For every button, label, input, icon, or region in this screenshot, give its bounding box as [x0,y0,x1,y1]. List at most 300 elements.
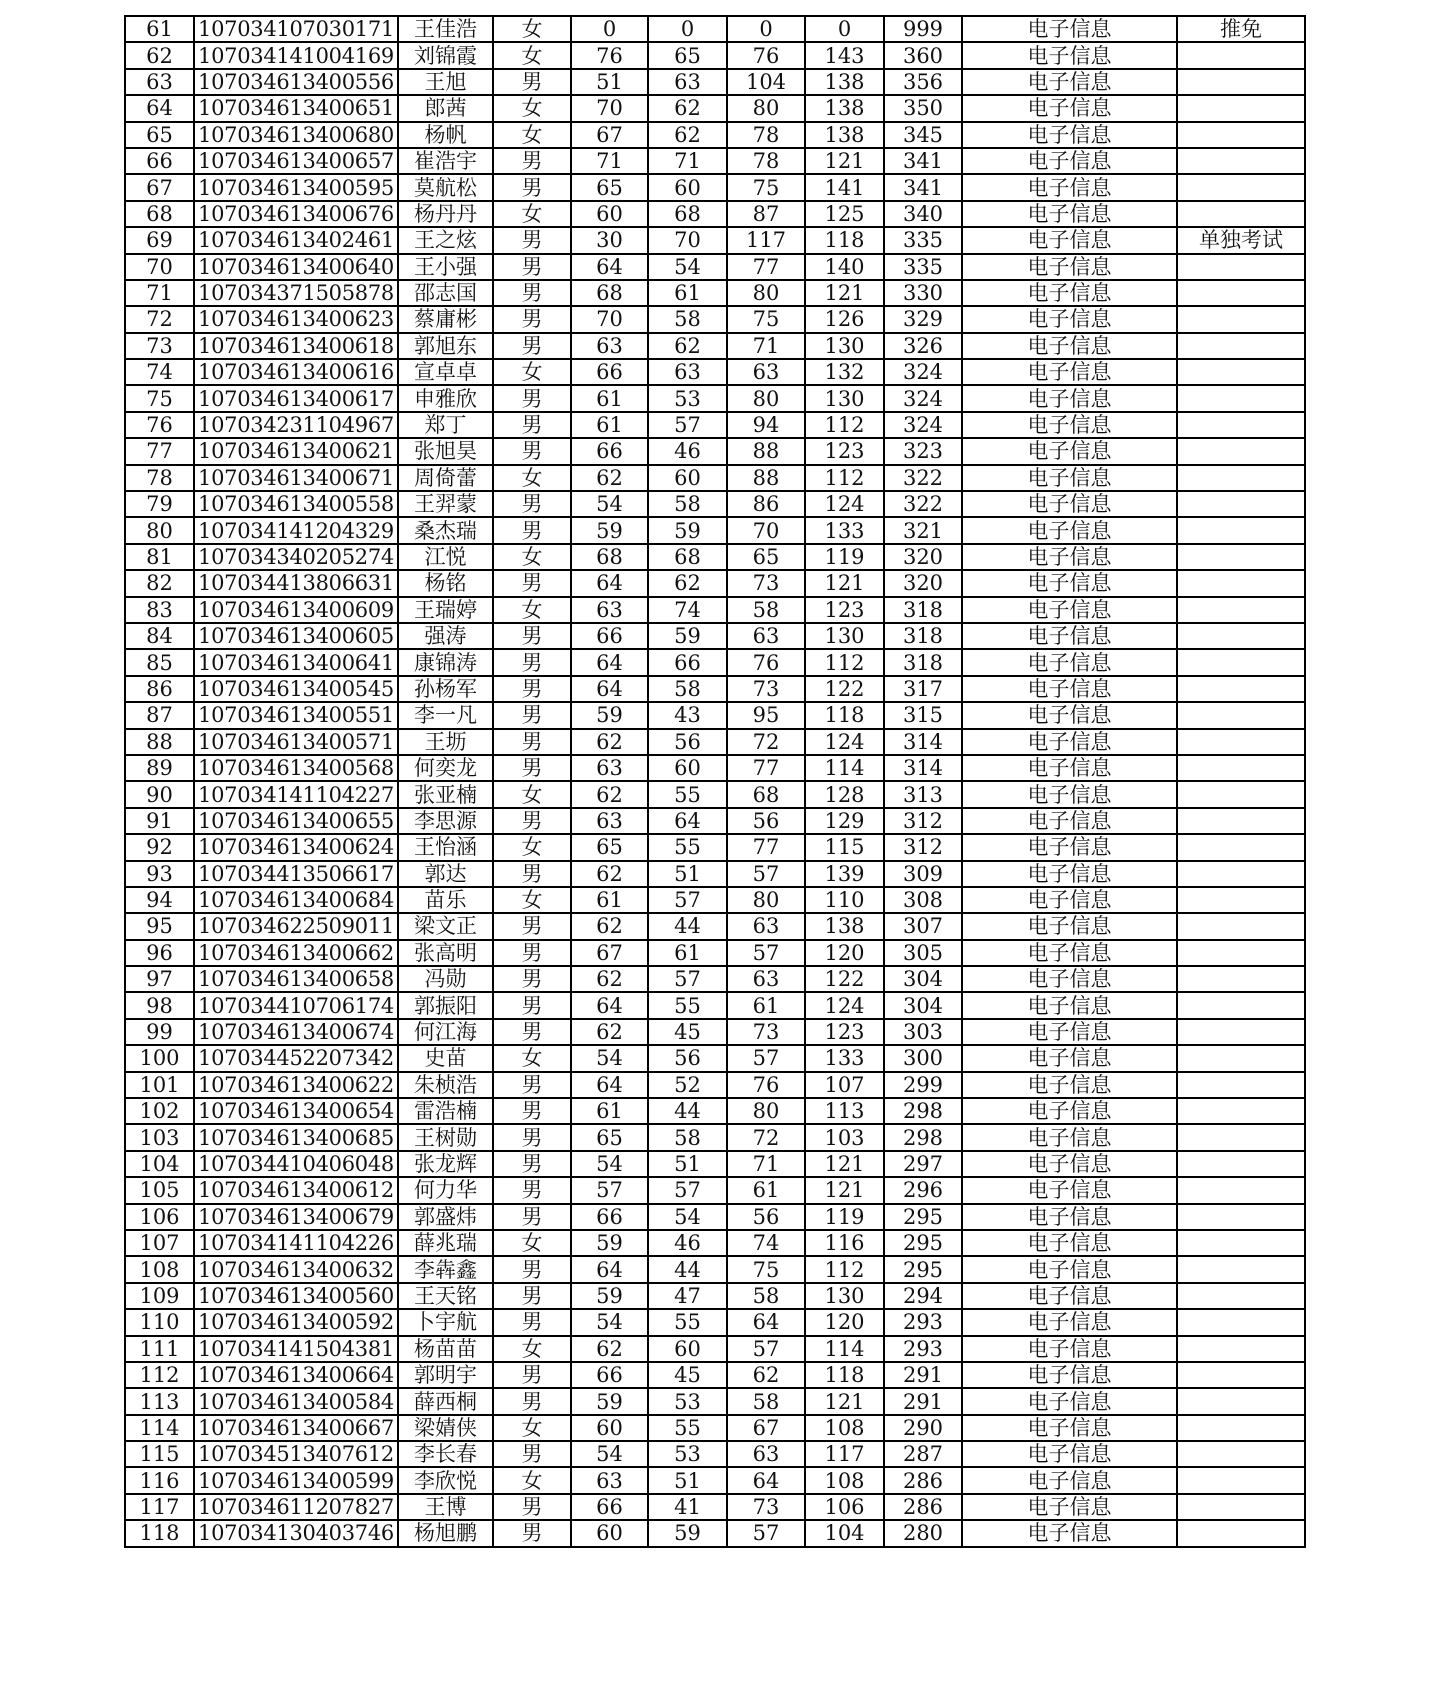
subject1-score-cell: 70 [727,517,805,543]
subject2-score-cell: 123 [805,1019,884,1045]
total-score-cell: 323 [884,438,962,464]
politics-score-cell: 76 [571,42,648,68]
gender-cell: 女 [493,1045,571,1071]
total-score-cell: 318 [884,649,962,675]
table-row [125,359,1305,385]
candidate-id-cell: 107034613400556 [194,69,398,95]
politics-score-cell: 66 [571,1362,648,1388]
gender-cell: 男 [493,1283,571,1309]
subject1-score-cell: 75 [727,1256,805,1282]
subject2-score-cell: 125 [805,201,884,227]
politics-score-cell: 62 [571,465,648,491]
remark-cell [1177,254,1305,280]
remark-cell [1177,1045,1305,1071]
major-cell: 电子信息 [962,359,1177,385]
table-row [125,676,1305,702]
table-row [125,465,1305,491]
english-score-cell: 58 [648,306,727,332]
remark-cell [1177,333,1305,359]
politics-score-cell: 61 [571,1098,648,1124]
gender-cell: 男 [493,412,571,438]
english-score-cell: 44 [648,913,727,939]
major-cell: 电子信息 [962,1230,1177,1256]
name-cell: 李思源 [398,808,493,834]
english-score-cell: 54 [648,254,727,280]
english-score-cell: 58 [648,1124,727,1150]
rank-cell: 64 [125,95,194,121]
gender-cell: 男 [493,1441,571,1467]
subject2-score-cell: 118 [805,702,884,728]
major-cell: 电子信息 [962,174,1177,200]
table-row [125,623,1305,649]
table-row [125,992,1305,1018]
rank-cell: 102 [125,1098,194,1124]
remark-cell [1177,966,1305,992]
candidate-id-cell: 107034613400684 [194,887,398,913]
subject1-score-cell: 68 [727,781,805,807]
subject2-score-cell: 116 [805,1230,884,1256]
major-cell: 电子信息 [962,1388,1177,1414]
major-cell: 电子信息 [962,16,1177,42]
total-score-cell: 314 [884,729,962,755]
total-score-cell: 315 [884,702,962,728]
rank-cell: 114 [125,1415,194,1441]
subject1-score-cell: 63 [727,1441,805,1467]
candidate-id-cell: 107034231104967 [194,412,398,438]
rank-cell: 84 [125,623,194,649]
candidate-id-cell: 107034410706174 [194,992,398,1018]
rank-cell: 75 [125,385,194,411]
remark-cell [1177,755,1305,781]
total-score-cell: 286 [884,1467,962,1493]
gender-cell: 男 [493,1256,571,1282]
major-cell: 电子信息 [962,438,1177,464]
subject1-score-cell: 77 [727,755,805,781]
name-cell: 宣卓卓 [398,359,493,385]
subject2-score-cell: 139 [805,861,884,887]
rank-cell: 93 [125,861,194,887]
gender-cell: 男 [493,1520,571,1546]
politics-score-cell: 54 [571,1151,648,1177]
rank-cell: 78 [125,465,194,491]
candidate-id-cell: 107034613400655 [194,808,398,834]
total-score-cell: 340 [884,201,962,227]
total-score-cell: 287 [884,1441,962,1467]
gender-cell: 男 [493,1098,571,1124]
candidate-id-cell: 107034130403746 [194,1520,398,1546]
gender-cell: 男 [493,1494,571,1520]
gender-cell: 男 [493,940,571,966]
table-row [125,174,1305,200]
politics-score-cell: 64 [571,1256,648,1282]
rank-cell: 118 [125,1520,194,1546]
name-cell: 周倚蕾 [398,465,493,491]
candidate-id-cell: 107034452207342 [194,1045,398,1071]
total-score-cell: 293 [884,1309,962,1335]
table-row [125,254,1305,280]
candidate-id-cell: 107034613400641 [194,649,398,675]
gender-cell: 男 [493,227,571,253]
politics-score-cell: 62 [571,781,648,807]
name-cell: 梁婧侠 [398,1415,493,1441]
subject2-score-cell: 103 [805,1124,884,1150]
total-score-cell: 298 [884,1098,962,1124]
major-cell: 电子信息 [962,465,1177,491]
gender-cell: 男 [493,517,571,543]
subject2-score-cell: 107 [805,1072,884,1098]
subject2-score-cell: 123 [805,597,884,623]
subject2-score-cell: 121 [805,1388,884,1414]
english-score-cell: 46 [648,438,727,464]
subject2-score-cell: 104 [805,1520,884,1546]
name-cell: 王瑞婷 [398,597,493,623]
politics-score-cell: 62 [571,1336,648,1362]
name-cell: 杨丹丹 [398,201,493,227]
politics-score-cell: 63 [571,333,648,359]
major-cell: 电子信息 [962,940,1177,966]
gender-cell: 女 [493,1415,571,1441]
major-cell: 电子信息 [962,1019,1177,1045]
name-cell: 强涛 [398,623,493,649]
candidate-id-cell: 107034613400667 [194,1415,398,1441]
table-row [125,940,1305,966]
subject2-score-cell: 106 [805,1494,884,1520]
name-cell: 雷浩楠 [398,1098,493,1124]
remark-cell [1177,412,1305,438]
gender-cell: 男 [493,306,571,332]
subject2-score-cell: 124 [805,992,884,1018]
table-row [125,1019,1305,1045]
remark-cell [1177,1467,1305,1493]
major-cell: 电子信息 [962,491,1177,517]
major-cell: 电子信息 [962,834,1177,860]
remark-cell [1177,306,1305,332]
name-cell: 李欣悦 [398,1467,493,1493]
major-cell: 电子信息 [962,42,1177,68]
english-score-cell: 74 [648,597,727,623]
major-cell: 电子信息 [962,861,1177,887]
english-score-cell: 62 [648,570,727,596]
subject2-score-cell: 112 [805,412,884,438]
major-cell: 电子信息 [962,333,1177,359]
subject1-score-cell: 56 [727,808,805,834]
subject2-score-cell: 133 [805,1045,884,1071]
name-cell: 卜宇航 [398,1309,493,1335]
remark-cell [1177,359,1305,385]
candidate-id-cell: 107034613400599 [194,1467,398,1493]
remark-cell [1177,1098,1305,1124]
english-score-cell: 51 [648,1151,727,1177]
remark-cell [1177,597,1305,623]
major-cell: 电子信息 [962,1124,1177,1150]
rank-cell: 99 [125,1019,194,1045]
english-score-cell: 46 [648,1230,727,1256]
major-cell: 电子信息 [962,1045,1177,1071]
subject2-score-cell: 120 [805,940,884,966]
candidate-id-cell: 107034613400545 [194,676,398,702]
politics-score-cell: 30 [571,227,648,253]
subject2-score-cell: 130 [805,333,884,359]
politics-score-cell: 71 [571,148,648,174]
total-score-cell: 318 [884,623,962,649]
table-row [125,1388,1305,1414]
rank-cell: 70 [125,254,194,280]
candidate-id-cell: 107034613400622 [194,1072,398,1098]
name-cell: 申雅欣 [398,385,493,411]
major-cell: 电子信息 [962,227,1177,253]
major-cell: 电子信息 [962,913,1177,939]
total-score-cell: 296 [884,1177,962,1203]
remark-cell [1177,1177,1305,1203]
subject1-score-cell: 73 [727,1019,805,1045]
candidate-id-cell: 107034613400592 [194,1309,398,1335]
table-row [125,42,1305,68]
subject2-score-cell: 138 [805,913,884,939]
subject2-score-cell: 117 [805,1441,884,1467]
english-score-cell: 58 [648,676,727,702]
gender-cell: 男 [493,808,571,834]
remark-cell: 推免 [1177,16,1305,42]
remark-cell [1177,1204,1305,1230]
candidate-id-cell: 107034613400680 [194,122,398,148]
major-cell: 电子信息 [962,597,1177,623]
subject2-score-cell: 121 [805,1177,884,1203]
table-row [125,1072,1305,1098]
politics-score-cell: 63 [571,1467,648,1493]
candidate-id-cell: 107034613400654 [194,1098,398,1124]
subject1-score-cell: 58 [727,1283,805,1309]
subject1-score-cell: 57 [727,1336,805,1362]
subject1-score-cell: 78 [727,148,805,174]
remark-cell [1177,1124,1305,1150]
major-cell: 电子信息 [962,887,1177,913]
gender-cell: 男 [493,333,571,359]
rank-cell: 71 [125,280,194,306]
english-score-cell: 43 [648,702,727,728]
rank-cell: 111 [125,1336,194,1362]
english-score-cell: 0 [648,16,727,42]
english-score-cell: 45 [648,1019,727,1045]
gender-cell: 男 [493,1388,571,1414]
total-score-cell: 324 [884,412,962,438]
total-score-cell: 326 [884,333,962,359]
subject1-score-cell: 94 [727,412,805,438]
rank-cell: 65 [125,122,194,148]
rank-cell: 88 [125,729,194,755]
candidate-id-cell: 107034613400624 [194,834,398,860]
rank-cell: 108 [125,1256,194,1282]
subject2-score-cell: 138 [805,95,884,121]
remark-cell [1177,676,1305,702]
total-score-cell: 286 [884,1494,962,1520]
politics-score-cell: 61 [571,385,648,411]
rank-cell: 69 [125,227,194,253]
politics-score-cell: 67 [571,940,648,966]
remark-cell [1177,781,1305,807]
english-score-cell: 58 [648,491,727,517]
english-score-cell: 52 [648,1072,727,1098]
subject1-score-cell: 63 [727,966,805,992]
subject2-score-cell: 118 [805,1362,884,1388]
total-score-cell: 295 [884,1204,962,1230]
candidate-id-cell: 107034413806631 [194,570,398,596]
table-row [125,1441,1305,1467]
remark-cell [1177,913,1305,939]
rank-cell: 103 [125,1124,194,1150]
politics-score-cell: 65 [571,174,648,200]
remark-cell [1177,1336,1305,1362]
subject2-score-cell: 120 [805,1309,884,1335]
subject2-score-cell: 140 [805,254,884,280]
major-cell: 电子信息 [962,1204,1177,1230]
politics-score-cell: 59 [571,1230,648,1256]
name-cell: 杨旭鹏 [398,1520,493,1546]
table-row [125,1098,1305,1124]
english-score-cell: 45 [648,1362,727,1388]
english-score-cell: 57 [648,887,727,913]
gender-cell: 男 [493,702,571,728]
remark-cell [1177,385,1305,411]
subject2-score-cell: 112 [805,465,884,491]
politics-score-cell: 54 [571,1309,648,1335]
major-cell: 电子信息 [962,1072,1177,1098]
subject1-score-cell: 104 [727,69,805,95]
politics-score-cell: 61 [571,412,648,438]
rank-cell: 76 [125,412,194,438]
total-score-cell: 321 [884,517,962,543]
english-score-cell: 47 [648,1283,727,1309]
name-cell: 冯勋 [398,966,493,992]
name-cell: 杨帆 [398,122,493,148]
remark-cell [1177,1362,1305,1388]
politics-score-cell: 66 [571,623,648,649]
subject1-score-cell: 88 [727,438,805,464]
major-cell: 电子信息 [962,676,1177,702]
rank-cell: 96 [125,940,194,966]
name-cell: 何力华 [398,1177,493,1203]
english-score-cell: 68 [648,544,727,570]
subject2-score-cell: 113 [805,1098,884,1124]
table-row [125,544,1305,570]
total-score-cell: 329 [884,306,962,332]
name-cell: 郭旭东 [398,333,493,359]
major-cell: 电子信息 [962,1098,1177,1124]
subject2-score-cell: 126 [805,306,884,332]
total-score-cell: 304 [884,966,962,992]
major-cell: 电子信息 [962,808,1177,834]
english-score-cell: 59 [648,517,727,543]
gender-cell: 男 [493,1177,571,1203]
candidate-id-cell: 107034613402461 [194,227,398,253]
candidate-id-cell: 107034622509011 [194,913,398,939]
major-cell: 电子信息 [962,254,1177,280]
candidate-id-cell: 107034613400623 [194,306,398,332]
english-score-cell: 56 [648,1045,727,1071]
total-score-cell: 297 [884,1151,962,1177]
total-score-cell: 356 [884,69,962,95]
politics-score-cell: 57 [571,1177,648,1203]
remark-cell [1177,1256,1305,1282]
major-cell: 电子信息 [962,1520,1177,1546]
name-cell: 王之炫 [398,227,493,253]
remark-cell [1177,1388,1305,1414]
total-score-cell: 303 [884,1019,962,1045]
name-cell: 李一凡 [398,702,493,728]
remark-cell [1177,544,1305,570]
rank-cell: 98 [125,992,194,1018]
total-score-cell: 290 [884,1415,962,1441]
candidate-id-cell: 107034613400609 [194,597,398,623]
name-cell: 莫航松 [398,174,493,200]
name-cell: 王小强 [398,254,493,280]
major-cell: 电子信息 [962,1336,1177,1362]
politics-score-cell: 70 [571,95,648,121]
total-score-cell: 320 [884,544,962,570]
table-row [125,1230,1305,1256]
subject2-score-cell: 132 [805,359,884,385]
gender-cell: 男 [493,623,571,649]
subject1-score-cell: 65 [727,544,805,570]
rank-cell: 87 [125,702,194,728]
remark-cell [1177,95,1305,121]
major-cell: 电子信息 [962,781,1177,807]
subject2-score-cell: 130 [805,1283,884,1309]
subject1-score-cell: 80 [727,385,805,411]
subject1-score-cell: 76 [727,42,805,68]
total-score-cell: 335 [884,254,962,280]
candidate-id-cell: 107034613400676 [194,201,398,227]
rank-cell: 117 [125,1494,194,1520]
candidate-id-cell: 107034613400685 [194,1124,398,1150]
rank-cell: 100 [125,1045,194,1071]
politics-score-cell: 60 [571,201,648,227]
gender-cell: 男 [493,1362,571,1388]
subject1-score-cell: 80 [727,280,805,306]
subject1-score-cell: 61 [727,992,805,1018]
rank-cell: 85 [125,649,194,675]
total-score-cell: 305 [884,940,962,966]
name-cell: 王博 [398,1494,493,1520]
politics-score-cell: 70 [571,306,648,332]
subject1-score-cell: 73 [727,676,805,702]
subject1-score-cell: 86 [727,491,805,517]
subject2-score-cell: 110 [805,887,884,913]
subject2-score-cell: 108 [805,1467,884,1493]
english-score-cell: 62 [648,95,727,121]
name-cell: 王羿蒙 [398,491,493,517]
total-score-cell: 345 [884,122,962,148]
table-row [125,1520,1305,1546]
total-score-cell: 330 [884,280,962,306]
table-row [125,1467,1305,1493]
subject1-score-cell: 80 [727,1098,805,1124]
politics-score-cell: 62 [571,913,648,939]
rank-cell: 90 [125,781,194,807]
politics-score-cell: 62 [571,1019,648,1045]
major-cell: 电子信息 [962,1467,1177,1493]
major-cell: 电子信息 [962,1151,1177,1177]
english-score-cell: 59 [648,623,727,649]
major-cell: 电子信息 [962,306,1177,332]
table-row [125,148,1305,174]
name-cell: 张旭昊 [398,438,493,464]
politics-score-cell: 66 [571,359,648,385]
rank-cell: 109 [125,1283,194,1309]
candidate-id-cell: 107034107030171 [194,16,398,42]
name-cell: 蔡庸彬 [398,306,493,332]
subject1-score-cell: 75 [727,306,805,332]
politics-score-cell: 62 [571,861,648,887]
